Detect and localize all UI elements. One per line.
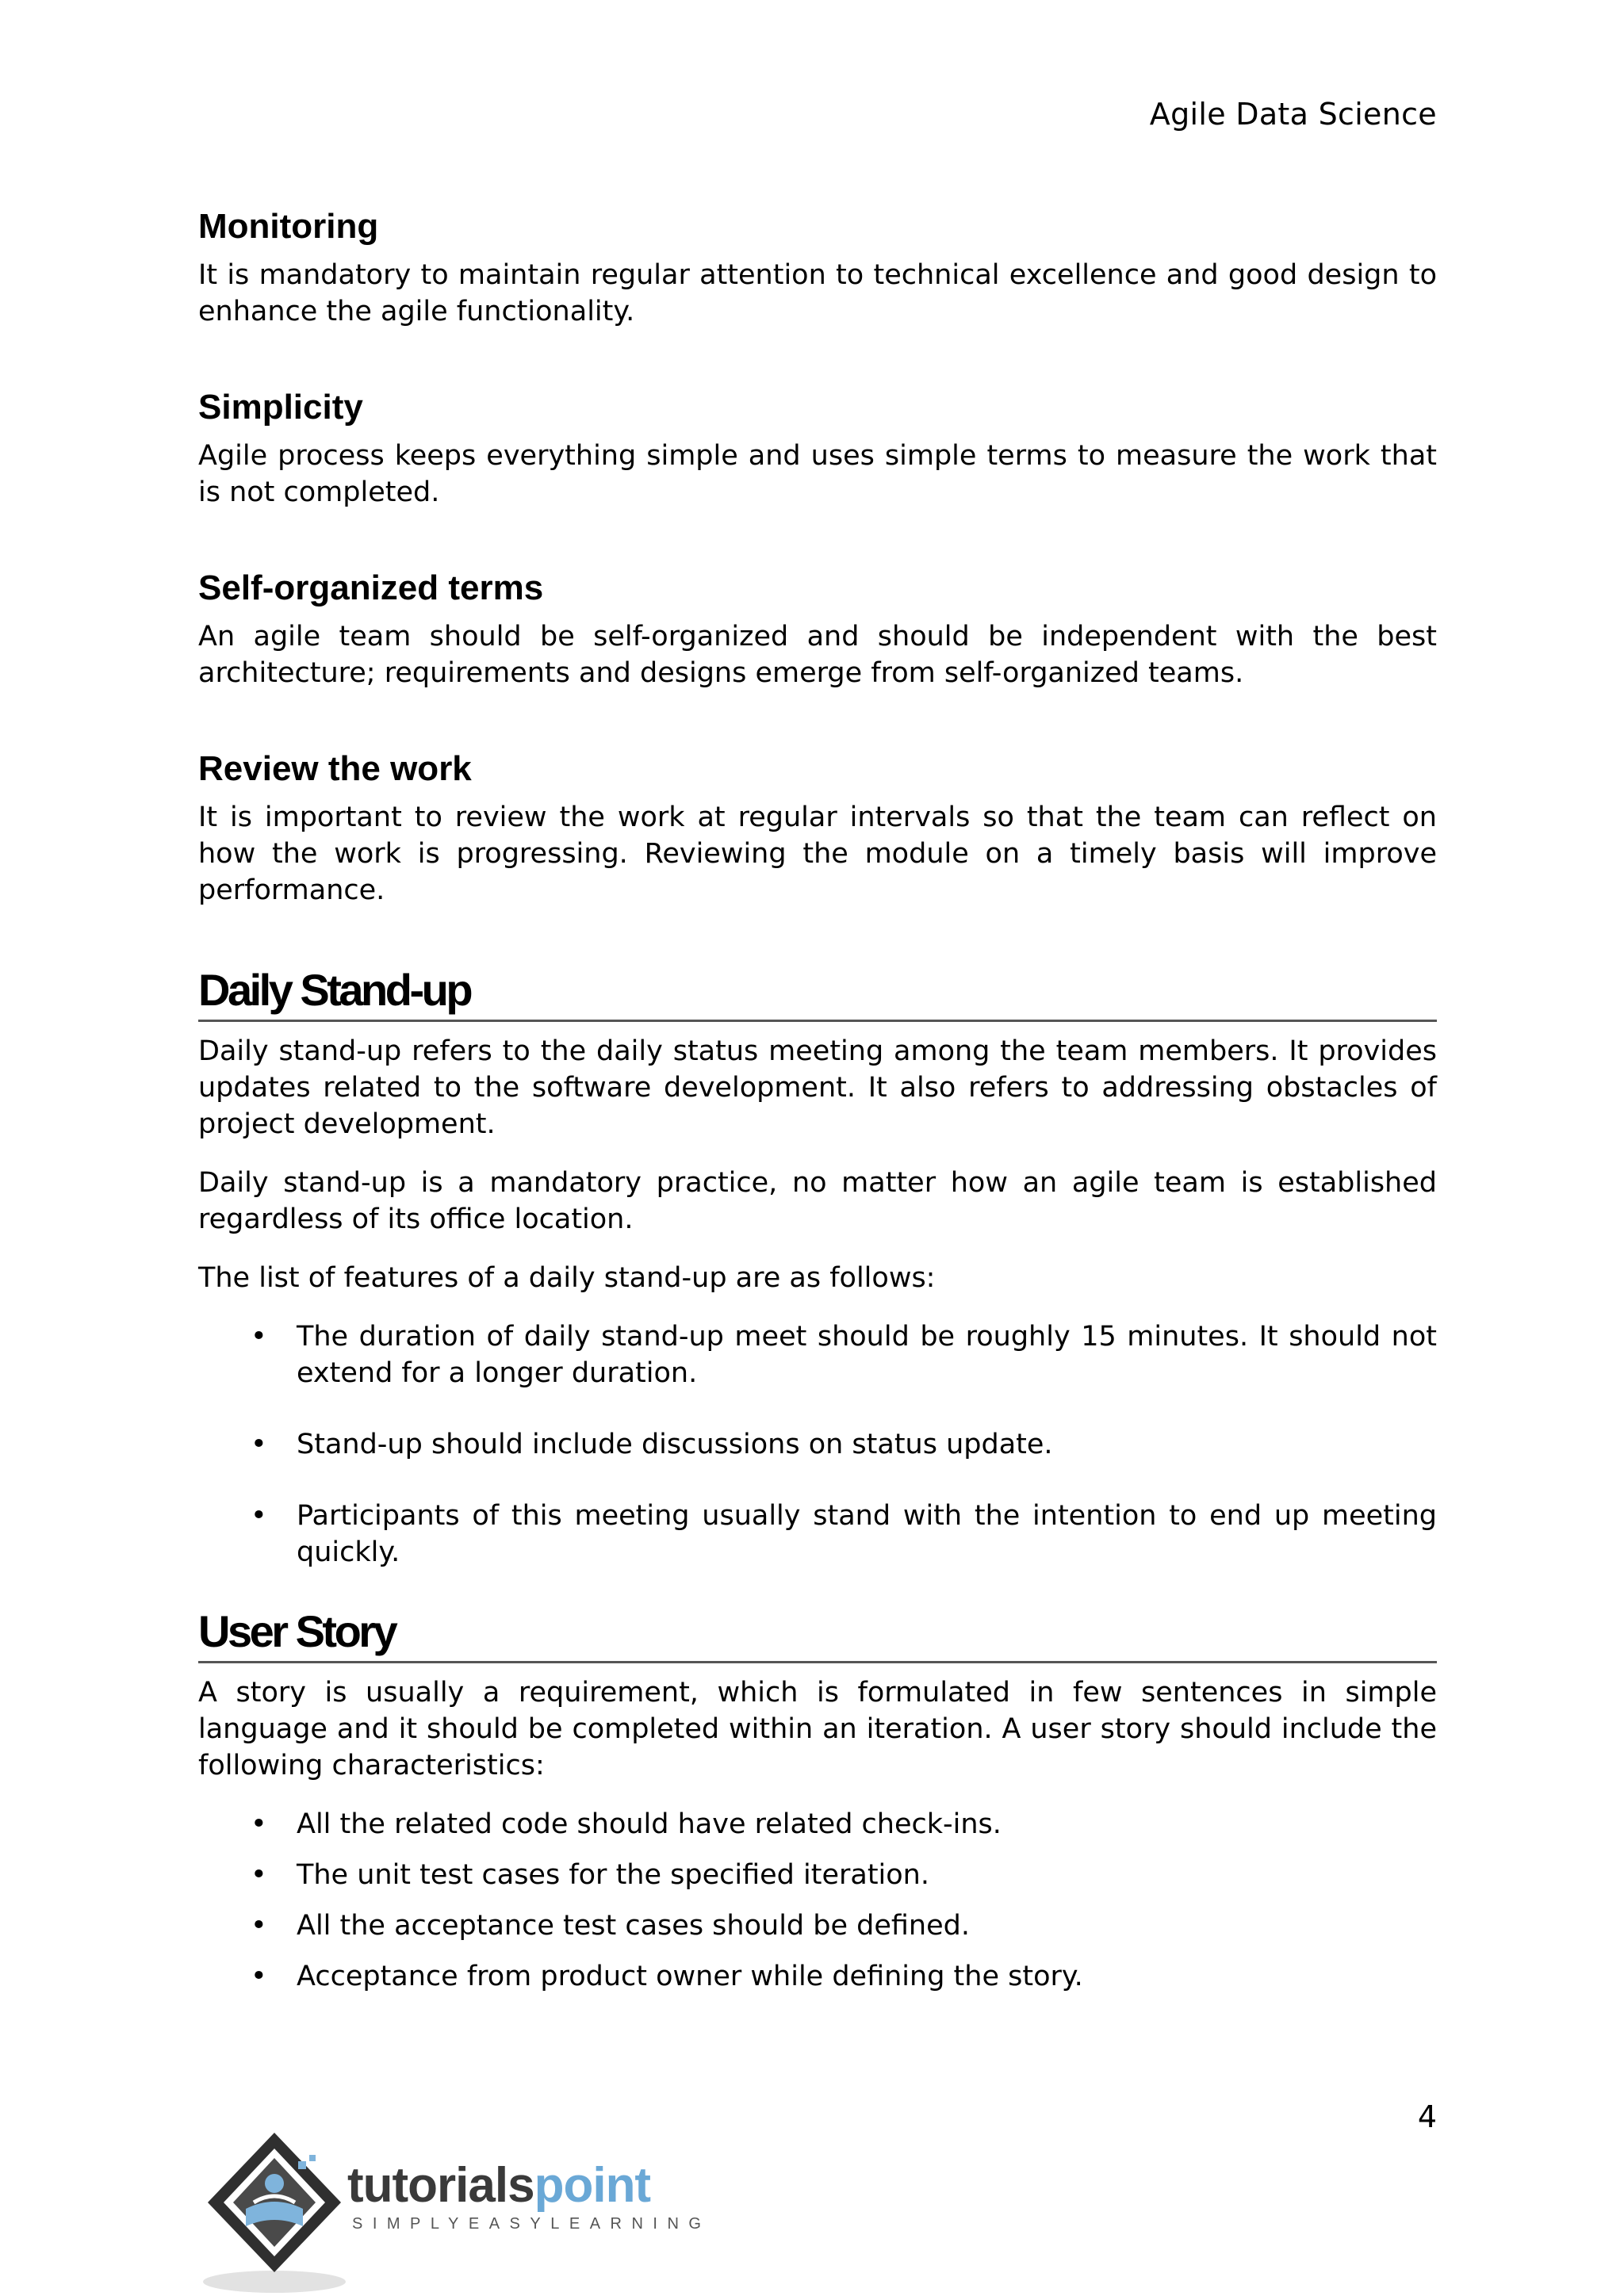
section-self-organized [198,566,1437,691]
bullet-list [198,1806,1437,1995]
list-item [198,1426,1437,1463]
list-item [198,1908,1437,1944]
logo-emblem-icon [197,2126,355,2296]
page-number: 4 [1417,2099,1437,2134]
bullet-icon: • [251,1910,267,1942]
bullet-icon: • [251,1961,267,1992]
list-item [198,1958,1437,1995]
chapter-heading: User Story [198,1605,1437,1663]
section-heading: Monitoring [198,207,379,246]
page-content [198,205,1437,2009]
section-monitoring [198,205,1437,330]
section-heading: Simplicity [198,388,363,427]
bullet-icon: • [251,1859,267,1891]
section-heading: Review the work [198,749,472,788]
list-item-text: Stand-up should include discussions on status update. [297,1429,1053,1460]
section-simplicity [198,385,1437,511]
list-item [198,1806,1437,1843]
running-header: Agile Data Science [1149,97,1437,132]
logo-word-point: point [534,2158,651,2213]
section-body: It is mandatory to maintain regular attention to technical excellence and good design to enhance the agile functionality. [198,259,1437,327]
bullet-list [198,1318,1437,1571]
section-body: An agile team should be self-organized and should be independent with the best architecture; requirements and designs emerge from self-organized teams. [198,621,1437,689]
bullet-icon: • [251,1429,267,1460]
section-review [198,747,1437,909]
list-item [198,1318,1437,1391]
section-user-story [198,1605,1437,1995]
paragraph: The list of features of a daily stand-up are as follows: [198,1262,936,1294]
tutorialspoint-logo [197,2126,711,2296]
list-item-text: Acceptance from product owner while defining the story. [297,1961,1083,1992]
logo-wordmark [347,2158,650,2214]
list-item-text: All the acceptance test cases should be defined. [297,1910,970,1942]
list-item-text: All the related code should have related check-ins. [297,1808,1002,1840]
paragraph: Daily stand-up refers to the daily status meeting among the team members. It provides updates related to the software development. It also refers to addressing obstacles of project development. [198,1035,1437,1140]
bullet-icon: • [251,1500,267,1532]
bullet-icon: • [251,1321,267,1353]
chapter-heading: Daily Stand-up [198,964,1437,1022]
section-body: Agile process keeps everything simple and uses simple terms to measure the work that is not completed. [198,440,1437,508]
section-body: It is important to review the work at regular intervals so that the team can reflect on how the work is progressing. Reviewing the module on a timely basis will improve performance. [198,802,1437,906]
section-daily-standup [198,964,1437,1571]
bullet-icon: • [251,1808,267,1840]
section-heading: Self-organized terms [198,568,544,607]
list-item [198,1857,1437,1893]
paragraph: A story is usually a requirement, which is formulated in few sentences in simple language and it should be completed within an iteration. A user story should include the following characteristics: [198,1677,1437,1781]
list-item-text: Participants of this meeting usually stand with the intention to end up meeting quickly. [297,1500,1437,1568]
paragraph: Daily stand-up is a mandatory practice, no matter how an agile team is established regardless of its office location. [198,1167,1437,1235]
list-item [198,1498,1437,1571]
logo-tagline: SIMPLYEASYLEARNING [352,2215,711,2233]
list-item-text: The duration of daily stand-up meet should be roughly 15 minutes. It should not extend for a longer duration. [297,1321,1437,1389]
list-item-text: The unit test cases for the specified iteration. [297,1859,929,1891]
logo-word-tutorials: tutorials [347,2158,534,2213]
